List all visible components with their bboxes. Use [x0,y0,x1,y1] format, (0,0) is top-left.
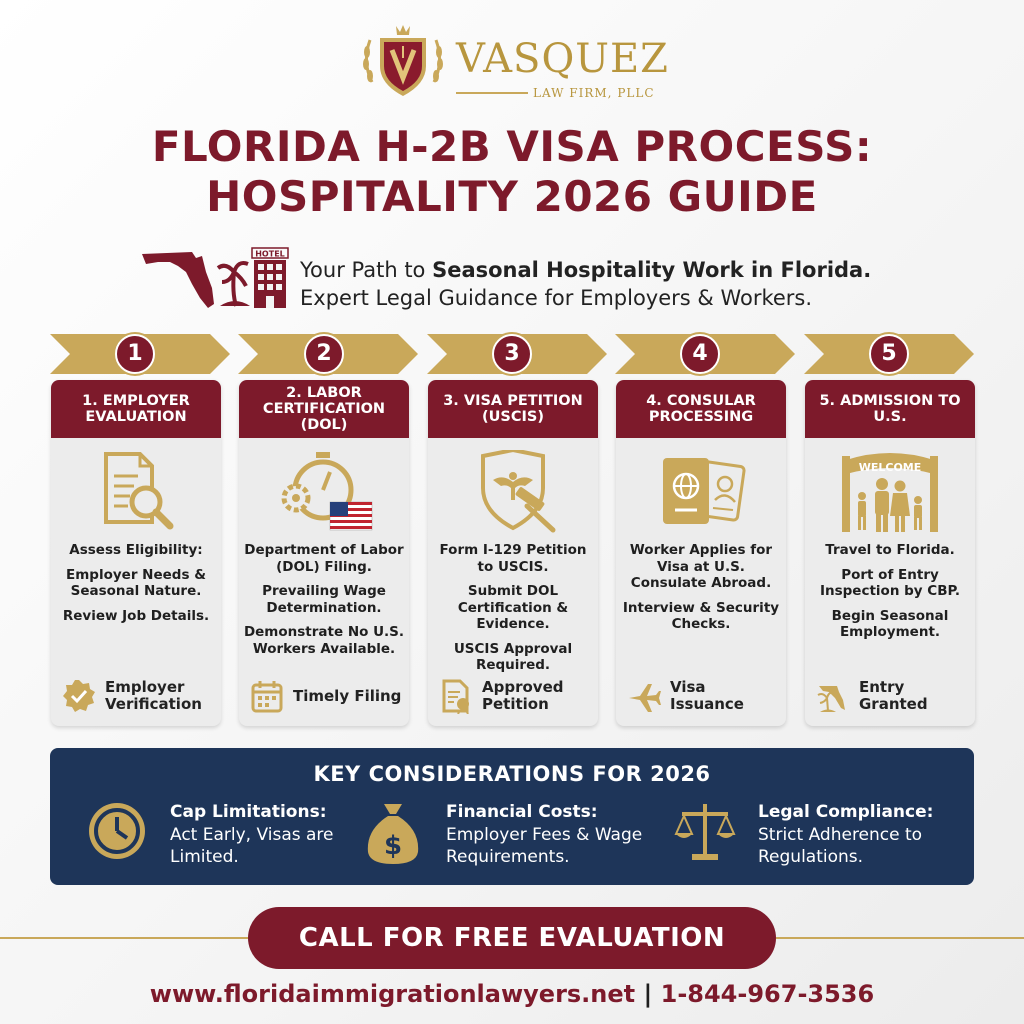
step-card-5 [805,380,975,726]
brand-name: VASQUEZ [456,36,669,82]
step-3-body [432,542,594,682]
contact-line [0,980,1024,1008]
step-4-footer-label: Visa Issuance [670,678,744,713]
clock-icon [86,800,148,862]
crest-icon [358,22,448,102]
florida-palm-icon [815,678,851,714]
key-considerations-title: KEY CONSIDERATIONS FOR 2026 [313,762,711,786]
brand-divider [456,92,528,94]
step-1-line: Employer Needs & Seasonal Nature. [66,566,206,599]
step-5-footer-label: Entry Granted [859,678,928,713]
step-3-heading: 3. VISA PETITION (USCIS) [428,380,598,438]
stopwatch-gear-flag-icon [274,450,374,534]
step-5-number: 5 [869,334,909,374]
florida-hotel-icon [140,242,290,312]
key-item-compliance-text: Strict Adherence to Regulations. [758,825,923,867]
intro-line1-bold: Seasonal Hospitality Work in Florida. [432,258,872,282]
step-1-heading: 1. EMPLOYER EVALUATION [51,380,221,438]
step-5-line: Port of Entry Inspection by CBP. [819,566,961,599]
key-considerations-panel [50,748,974,885]
check-badge-icon [61,678,97,714]
step-1-footer [61,676,217,716]
step-1-line: Assess Eligibility: [69,542,203,558]
money-bag-icon [362,800,424,866]
step-card-1 [51,380,221,726]
step-4-line: Worker Applies for Visa at U.S. Consulate Abroad. [629,542,773,591]
step-2-line: Demonstrate No U.S. Workers Available. [243,624,405,657]
phone-link[interactable]: 1-844-967-3536 [660,980,875,1008]
key-item-cap-text: Act Early, Visas are Limited. [170,825,334,867]
step-2-footer-label: Timely Filing [293,686,402,705]
step-4-footer [626,676,782,716]
key-item-compliance [674,796,964,876]
shield-eagle-gavel-icon [463,450,563,534]
brand-subtitle: LAW FIRM, PLLC [533,86,655,100]
step-3-line: USCIS Approval Required. [453,640,573,673]
contact-separator: | [635,980,661,1008]
intro-line2: Expert Legal Guidance for Employers & Workers. [300,286,813,310]
cta-divider-right [776,937,1024,939]
step-1-line: Review Job Details. [62,607,210,624]
step-4-number: 4 [680,334,720,374]
welcome-sign: WELCOME [858,461,922,474]
step-5-body [809,542,971,649]
brand-logo [358,22,678,102]
step-2-footer [249,676,405,716]
page-title-line2: HOSPITALITY 2026 GUIDE [206,172,818,221]
scales-icon [674,800,736,862]
step-5-heading: 5. ADMISSION TO U.S. [805,380,975,438]
step-5-line: Travel to Florida. [825,542,955,558]
step-5-footer [815,676,971,716]
key-item-costs-heading: Financial Costs: [446,802,598,822]
key-item-costs [362,796,652,876]
airplane-icon [626,678,662,714]
step-1-footer-label: Employer Verification [105,678,202,713]
key-item-compliance-heading: Legal Compliance: [758,802,934,822]
step-2-heading: 2. LABOR CERTIFICATION (DOL) [239,380,409,438]
page-title-line1: FLORIDA H-2B VISA PROCESS: [151,122,873,171]
step-4-heading: 4. CONSULAR PROCESSING [616,380,786,438]
passport-visa-icon [651,450,751,534]
step-5-line: Begin Seasonal Employment. [831,607,949,640]
calendar-icon [249,678,285,714]
key-item-cap [86,796,376,876]
step-2-line: Prevailing Wage Determination. [262,583,386,616]
approved-document-icon [438,678,474,714]
step-card-2 [239,380,409,726]
cta-divider-left [0,937,248,939]
svg-text:$: $ [383,831,403,861]
step-3-footer-label: Approved Petition [482,678,564,713]
welcome-arch-family-icon [840,450,940,534]
free-evaluation-button[interactable]: CALL FOR FREE EVALUATION [248,907,776,969]
step-2-line: Department of Labor (DOL) Filing. [244,542,404,575]
step-2-body [243,542,405,665]
intro-line1-prefix: Your Path to [300,258,433,282]
step-2-number: 2 [304,334,344,374]
intro-text [300,256,871,312]
step-4-body [620,542,782,641]
step-card-4 [616,380,786,726]
document-magnifier-icon [86,450,186,534]
step-3-line: Form I-129 Petition to USCIS. [439,542,587,575]
step-4-line: Interview & Security Checks. [622,599,780,632]
hotel-sign: HOTEL [255,249,285,259]
step-3-footer [438,676,594,716]
step-3-line: Submit DOL Certification & Evidence. [457,583,569,632]
step-1-body [55,542,217,632]
step-3-number: 3 [492,334,532,374]
key-item-costs-text: Employer Fees & Wage Requirements. [446,825,643,867]
website-link[interactable]: www.floridaimmigrationlawyers.net [149,980,636,1008]
step-1-number: 1 [115,334,155,374]
step-card-3 [428,380,598,726]
key-item-cap-heading: Cap Limitations: [170,802,327,822]
